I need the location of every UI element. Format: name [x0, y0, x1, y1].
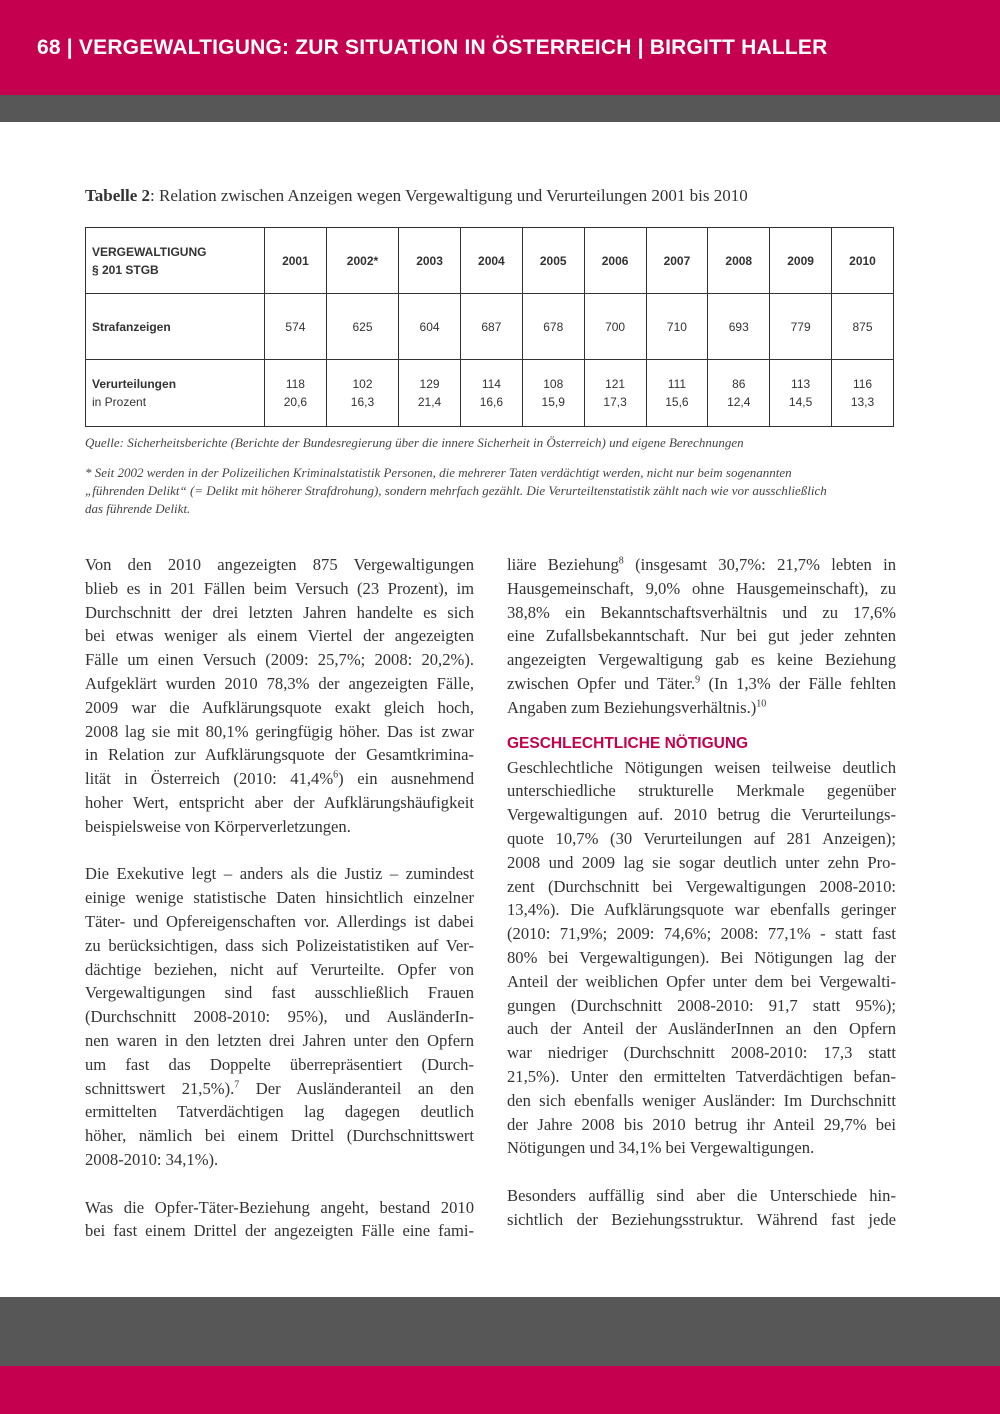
text-fragment: Der Ausländeranteil an den: [239, 1078, 475, 1098]
row-label-text: Strafanzeigen: [92, 319, 171, 334]
text-line: quote 10,7% (30 Verurteilungen auf 281 Anzeigen);: [507, 828, 896, 848]
table-cell: [708, 360, 770, 427]
table-cell: 779: [770, 294, 832, 360]
table-cell: 574: [265, 294, 327, 360]
cell-count: 116: [852, 377, 873, 391]
table-cell: [584, 360, 646, 427]
text-line: Hausgemeinschaft, 9,0% ohne Hausgemeinschaft), zu: [507, 578, 896, 598]
text-line: Anteil der weiblichen Opfer unter dem bei Vergewalti-: [507, 971, 896, 991]
header-label-cell: [86, 228, 265, 294]
table-row-verurteilungen: [86, 360, 894, 427]
header-bar: [0, 0, 1000, 95]
table-cell: 693: [708, 294, 770, 360]
table-cell: 625: [326, 294, 398, 360]
table-row-strafanzeigen: [86, 294, 894, 360]
table-cell: 687: [460, 294, 522, 360]
table-footnote: [85, 464, 894, 518]
table-cell: 700: [584, 294, 646, 360]
cell-percent: 20,6: [283, 395, 308, 409]
row-label-text: Verurteilungen: [92, 377, 177, 391]
cell-percent: 14,5: [788, 395, 813, 409]
text-line: der Jahre 2008 bis 2010 betrug ihr Anteil 29,7% bei: [507, 1114, 896, 1134]
text-line: zu berücksichtigen, dass sich Polizeistatistiken auf Ver-: [85, 935, 474, 955]
table-cell: [646, 360, 708, 427]
year-header: 2002*: [326, 228, 398, 294]
table-caption-label: Tabelle 2: [85, 186, 151, 205]
text-line: unterschiedliche strukturelle Merkmale gegenüber: [507, 781, 896, 801]
text-line: bei etwas weniger als einem Viertel der angezeigten: [85, 626, 474, 646]
text-line: höher, nämlich bei einem Drittel (Durchschnittswert: [85, 1126, 474, 1146]
section-heading: GESCHLECHTLICHE NÖTIGUNG: [507, 734, 749, 752]
cell-count: 118: [285, 377, 305, 391]
footnote-ref: 9: [695, 674, 701, 686]
text-line: war niedriger (Durchschnitt 2008-2010: 17,3 statt: [507, 1043, 896, 1063]
footnote-ref: 7: [234, 1079, 240, 1090]
cell-percent: 17,3: [603, 395, 627, 409]
text-line: gungen (Durchschnitt 2008-2010: 91,7 statt 95%);: [507, 995, 896, 1015]
text-line: Vergewaltigungen sind fast ausschließlich Frauen: [85, 983, 474, 1003]
text-line: Besonders auffällig sind aber die Unterschiede hin-: [507, 1185, 896, 1205]
cell-count: 114: [481, 377, 501, 391]
header-label-line1: VERGEWALTIGUNG: [92, 244, 207, 259]
footnote-line: das führende Delikt.: [85, 501, 191, 516]
text-line: 2008 und 2009 lag sie sogar deutlich unter zehn Pro-: [507, 852, 896, 872]
text-line: 13,4%). Die Aufklärungsquote war ebenfalls geringer: [507, 900, 896, 920]
text-line: 38,8% ein Bekanntschaftsverhältnis und zu 17,6%: [507, 602, 896, 622]
text-fragment: (insgesamt 30,7%: 21,7% lebten in: [623, 555, 897, 574]
text-line: [85, 767, 474, 791]
table-caption-text: : Relation zwischen Anzeigen wegen Vergewaltigung und Verurteilungen 2001 bis 2010: [150, 186, 748, 205]
paragraph: [507, 1184, 896, 1232]
year-header: 2009: [770, 228, 832, 294]
paragraph: [85, 862, 474, 1171]
year-header: 2005: [522, 228, 584, 294]
text-fragment: lität in Österreich (2010: 41,4%: [85, 769, 334, 789]
table-cell: [399, 360, 461, 427]
cell-percent: 13,3: [850, 395, 875, 409]
text-line: eine Zufallsbekanntschaft. Nur bei gut jeder zehnten: [507, 626, 896, 646]
text-line: zent (Durchschnitt bei Vergewaltigungen 2008-2010:: [507, 876, 896, 896]
text-line: 2008 lag sie mit 80,1% geringfügig höher. Das ist zwar: [85, 721, 474, 741]
paragraph: [85, 1196, 474, 1244]
cell-percent: 16,6: [479, 395, 504, 409]
year-header: 2006: [584, 228, 646, 294]
left-column: [85, 553, 474, 1243]
text-line: nen waren in den letzten drei Jahren unter den Opfern: [85, 1030, 474, 1050]
cell-count: 111: [667, 377, 687, 391]
text-line: hoher Wert, entspricht aber der Aufklärungshäufigkeit: [85, 792, 474, 812]
table-source: Quelle: Sicherheitsberichte (Berichte der Bundesregierung über die innere Sicherheit in Österreich) und eigene Berechnungen: [85, 435, 744, 450]
text-fragment: (In 1,3% der Fälle fehlten: [700, 673, 896, 693]
table-cell: [522, 360, 584, 427]
text-line: in Relation zur Aufklärungsquote der Gesamtkrimina-: [85, 745, 474, 765]
text-line: Was die Opfer-Täter-Beziehung angeht, bestand 2010: [85, 1197, 474, 1217]
text-line: Täter- und Opfereigenschaften vor. Allerdings ist dabei: [85, 911, 474, 931]
text-line: (2010: 71,9%; 2009: 74,6%; 2008: 77,1% - statt fast: [507, 924, 896, 944]
text-fragment: zwischen Opfer und Täter.: [507, 673, 696, 693]
right-column: [507, 553, 896, 1232]
year-header: 2007: [646, 228, 708, 294]
text-line: sichtlich der Beziehungsstruktur. Während fast jede: [507, 1209, 896, 1229]
running-header: 68 | VERGEWALTIGUNG: ZUR SITUATION IN ÖSTERREICH | BIRGITT HALLER: [37, 36, 828, 59]
text-line: um fast das Doppelte überrepräsentiert (Durch-: [85, 1054, 474, 1074]
cell-percent: 15,9: [541, 395, 565, 409]
text-line: Aufgeklärt wurden 2010 78,3% der angezeigten Fälle,: [85, 673, 474, 693]
footnote-ref: 10: [756, 698, 767, 710]
footnote-ref: 6: [333, 769, 339, 781]
text-line: Vergewaltigungen auf. 2010 betrug die Verurteilungs-: [507, 805, 896, 825]
footnote-line: * Seit 2002 werden in der Polizeilichen Kriminalstatistik Personen, die mehrerer Taten verdächtigt werden, nicht nur beim sogenannten: [85, 465, 792, 480]
text-fragment: ) ein ausnehmend: [338, 769, 474, 789]
paragraph: [507, 756, 896, 1161]
table-cell: 678: [522, 294, 584, 360]
table-cell: 875: [832, 294, 894, 360]
cell-count: 108: [543, 377, 564, 391]
header-band: [0, 95, 1000, 122]
text-fragment: liäre Beziehung: [507, 555, 619, 574]
table-cell: 604: [399, 294, 461, 360]
paragraph: [507, 553, 896, 720]
text-line: Fälle um einen Versuch (2009: 25,7%; 2008: 20,2%).: [85, 650, 474, 670]
row-label-subtext: in Prozent: [92, 395, 147, 409]
text-line: beispielsweise von Körperverletzungen.: [85, 816, 351, 836]
text-line: 2008-2010: 34,1%).: [85, 1149, 219, 1169]
footer-band: [0, 1297, 1000, 1366]
table-cell: [265, 360, 327, 427]
cell-count: 102: [352, 377, 373, 391]
text-line: [507, 553, 896, 577]
row-label-strafanzeigen: [86, 294, 265, 360]
text-line: blieb es in 201 Fällen beim Versuch (23 Prozent), im: [85, 578, 474, 598]
cell-percent: 12,4: [727, 395, 751, 409]
cell-count: 121: [605, 377, 626, 391]
footer-bar: [0, 1366, 1000, 1414]
text-fragment: schnittswert 21,5%).: [85, 1078, 235, 1098]
year-header: 2008: [708, 228, 770, 294]
cell-percent: 21,4: [417, 395, 442, 409]
text-line: ermittelten Tatverdächtigen lag dagegen deutlich: [85, 1102, 474, 1122]
text-line: [85, 1077, 474, 1101]
text-line: dächtige beziehen, nicht auf Verurteilte. Opfer von: [85, 959, 474, 979]
paragraph: [85, 553, 474, 839]
footnote-line: „führenden Delikt“ (= Delikt mit höherer Strafdrohung), sondern mehrfach gezählt. Die Verurteiltenstatistik zählt nach wie vor ausschließlich: [85, 483, 827, 498]
footnote-ref: 8: [618, 555, 624, 567]
year-header: 2004: [460, 228, 522, 294]
text-line: Die Exekutive legt – anders als die Justiz – zumindest: [85, 864, 474, 884]
text-line: [507, 696, 896, 720]
text-line: den sich ebenfalls weniger Ausländer: Im Durchschnitt: [507, 1090, 896, 1110]
year-header: 2010: [832, 228, 894, 294]
table-cell: [326, 360, 398, 427]
text-line: bei fast einem Drittel der angezeigten Fälle eine fami-: [85, 1221, 474, 1241]
text-line: 21,5%). Unter den ermittelten Tatverdächtigen befan-: [507, 1066, 896, 1086]
text-line: einige wenige statistische Daten hinsichtlich einzelner: [85, 888, 474, 908]
text-line: (Durchschnitt 2008-2010: 95%), und AusländerIn-: [85, 1007, 474, 1027]
text-line: auch der Anteil der AusländerInnen an den Opfern: [507, 1019, 896, 1039]
table-cell: 710: [646, 294, 708, 360]
cell-count: 86: [732, 377, 746, 391]
text-line: 2009 war die Aufklärungsquote exakt gleich hoch,: [85, 697, 474, 717]
year-header: 2003: [399, 228, 461, 294]
text-line: Durchschnitt der drei letzten Jahren handelte es sich: [85, 602, 474, 622]
text-line: 80% bei Vergewaltigungen). Bei Nötigungen lag der: [507, 947, 896, 967]
text-line: Von den 2010 angezeigten 875 Vergewaltigungen: [85, 555, 474, 574]
data-table: [85, 227, 894, 427]
table-cell: [770, 360, 832, 427]
year-header: 2001: [265, 228, 327, 294]
header-label-line2: § 201 STGB: [92, 262, 159, 277]
text-fragment: Angaben zum Beziehungsverhältnis.): [507, 697, 757, 717]
table-header-row: [86, 228, 894, 294]
text-line: Geschlechtliche Nötigungen weisen teilweise deutlich: [507, 757, 896, 777]
table-caption: [85, 186, 748, 206]
text-line: angezeigten Vergewaltigung gab es keine Beziehung: [507, 650, 896, 670]
table-cell: [460, 360, 522, 427]
table-cell: [832, 360, 894, 427]
cell-percent: 15,6: [665, 395, 689, 409]
text-line: [507, 672, 896, 696]
cell-percent: 16,3: [350, 395, 375, 409]
cell-count: 113: [791, 377, 811, 391]
cell-count: 129: [419, 377, 440, 391]
text-line: Nötigungen und 34,1% bei Vergewaltigungen.: [507, 1138, 815, 1158]
row-label-verurteilungen: [86, 360, 265, 427]
